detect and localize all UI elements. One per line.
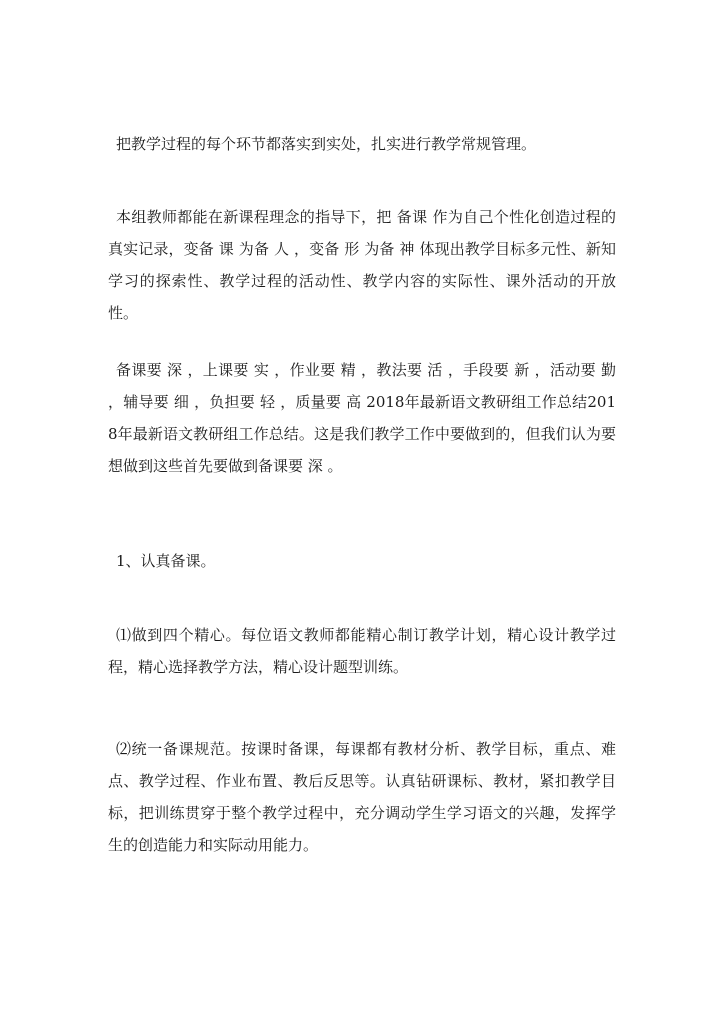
paragraph-5: ⑴做到四个精心。每位语文教师都能精心制订教学计划，精心设计教学过程，精心选择教学方法，精心设计题型训练。 xyxy=(108,626,616,676)
paragraph-2: 本组教师都能在新课程理念的指导下，把 备课 作为自己个性化创造过程的真实记录，变备 课 为备 人 ，变备 形 为备 神 体现出教学目标多元性、新知学习的探索性、教学过程的活动性、教学内容的实际性、课外活动的开放性。 xyxy=(108,208,616,322)
paragraph-3: 备课要 深 ，上课要 实 ，作业要 精 ，教法要 活 ，手段要 新 ，活动要 勤 ，辅导要 细 ，负担要 轻 ，质量要 高 2018年最新语文教研组工作总结2018年最新语文教研组工作总结。这是我们教学工作中要做到的，但我们认为要想做到这些首先要做到备课要 深 。 xyxy=(108,361,616,475)
paragraph-6: ⑵统一备课规范。按课时备课，每课都有教材分析、教学目标，重点、难点、教学过程、作业布置、教后反思等。认真钻研课标、教材，紧扣教学目标，把训练贯穿于整个教学过程中，充分调动学生学习语文的兴趣，发挥学生的创造能力和实际动用能力。 xyxy=(108,740,616,854)
paragraph-1: 把教学过程的每个环节都落实到实处，扎实进行教学常规管理。 xyxy=(116,135,537,153)
paragraph-4-heading: 1、认真备课。 xyxy=(116,552,216,570)
